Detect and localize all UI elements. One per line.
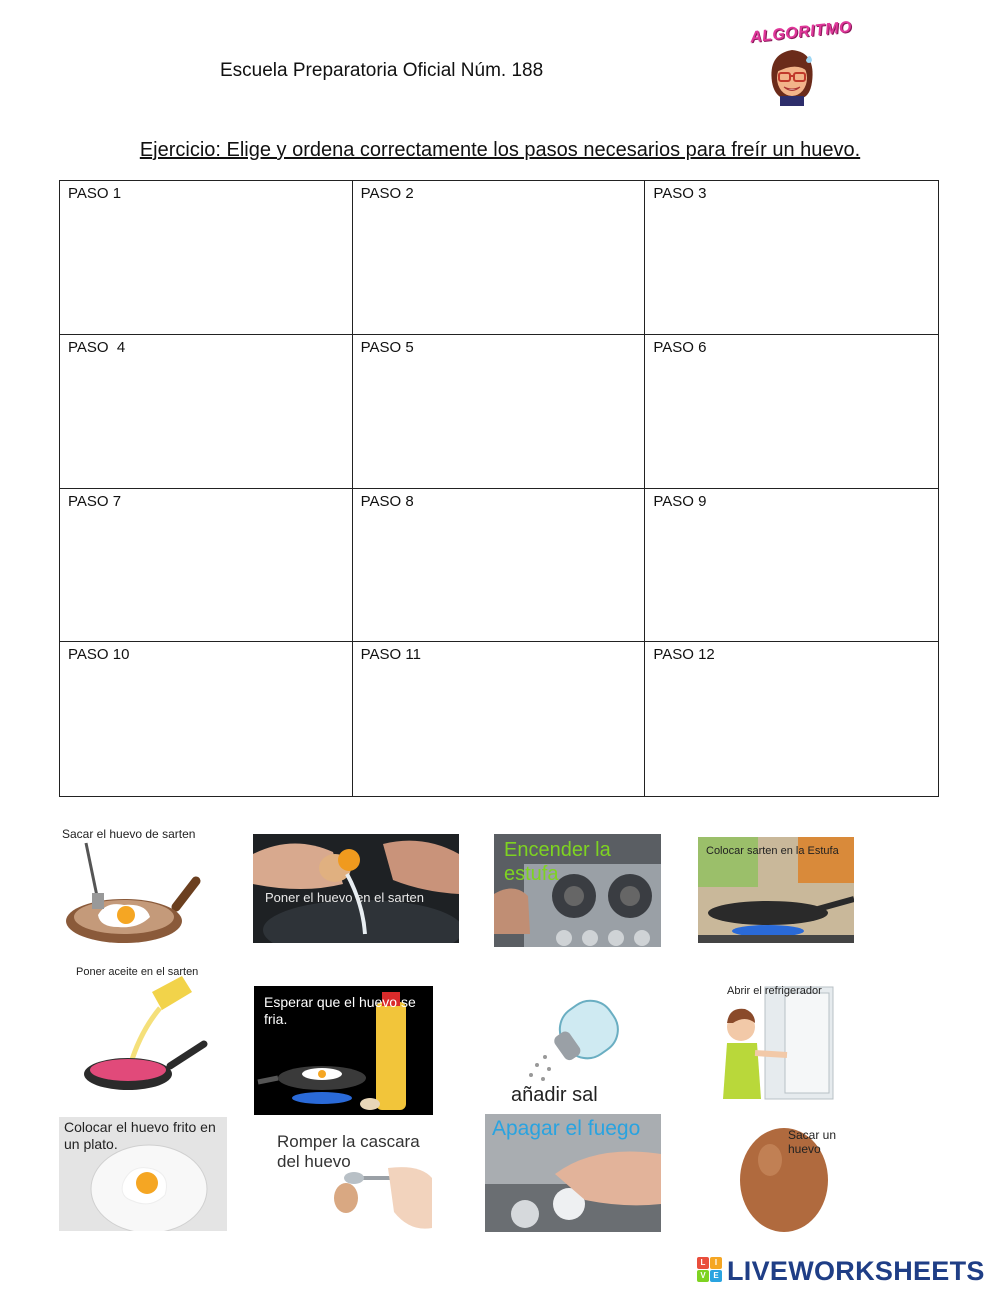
step-cell-3[interactable]	[645, 181, 938, 335]
logo-text: LIVEWORKSHEETS	[727, 1255, 985, 1286]
card-colocar-sarten[interactable]	[698, 837, 854, 943]
badge-word: ALGORITMO	[749, 18, 853, 47]
card-sacar-huevo-sarten[interactable]	[58, 823, 218, 951]
card-caption: añadir sal	[511, 1084, 598, 1106]
steps-grid	[59, 180, 939, 797]
card-poner-aceite[interactable]	[70, 962, 220, 1102]
step-cell-8[interactable]	[353, 489, 646, 643]
teacher-avatar-icon	[766, 42, 818, 106]
card-encender-estufa[interactable]	[494, 834, 661, 947]
oil-pouring-icon	[70, 962, 220, 1102]
algoritmo-badge	[748, 18, 853, 110]
card-colocar-plato[interactable]	[59, 1117, 227, 1231]
card-apagar-fuego[interactable]	[485, 1114, 661, 1232]
card-caption: Colocar el huevo frito en un plato.	[64, 1119, 220, 1152]
card-poner-huevo-sarten[interactable]	[253, 834, 459, 943]
step-label: PASO 5	[360, 338, 414, 356]
card-caption: Sacar el huevo de sarten	[62, 827, 196, 841]
step-label: PASO 10	[68, 646, 130, 664]
card-esperar-huevo[interactable]	[254, 986, 433, 1115]
logo-letter: E	[710, 1270, 722, 1282]
logo-letter: L	[697, 1257, 709, 1269]
card-caption: Poner aceite en el sarten	[76, 966, 199, 978]
step-label: PASO 8	[360, 492, 414, 510]
card-romper-cascara[interactable]	[270, 1128, 432, 1234]
pan-egg-spatula-icon	[58, 823, 218, 951]
card-caption: Romper la cascara del huevo	[277, 1132, 425, 1172]
card-abrir-refrigerador[interactable]	[715, 983, 835, 1103]
step-cell-10[interactable]	[60, 642, 353, 796]
step-label: PASO 3	[653, 185, 707, 202]
card-caption: Esperar que el huevo se fria.	[264, 994, 420, 1027]
step-cell-1[interactable]	[60, 181, 353, 335]
card-anadir-sal[interactable]	[505, 991, 635, 1111]
card-sacar-huevo[interactable]	[730, 1120, 840, 1232]
step-cell-9[interactable]	[645, 489, 938, 643]
step-cell-4[interactable]	[60, 335, 353, 489]
step-cell-6[interactable]	[645, 335, 938, 489]
logo-letter: V	[697, 1270, 709, 1282]
cracking-egg-photo-icon	[253, 834, 459, 943]
step-label: PASO 4	[68, 338, 126, 356]
step-cell-12[interactable]	[645, 642, 938, 796]
step-label: PASO 1	[68, 185, 122, 202]
step-cell-11[interactable]	[353, 642, 646, 796]
step-label: PASO 12	[653, 646, 715, 664]
step-label: PASO 11	[360, 646, 421, 664]
step-cell-5[interactable]	[353, 335, 646, 489]
step-label: PASO 2	[360, 185, 414, 202]
step-label: PASO 9	[653, 492, 707, 510]
step-cell-2[interactable]	[353, 181, 646, 335]
step-cell-7[interactable]	[60, 489, 353, 643]
logo-letter: I	[710, 1257, 722, 1269]
liveworksheets-logo	[697, 1254, 985, 1288]
card-caption: Sacar un huevo	[788, 1128, 840, 1157]
exercise-instruction: Ejercicio: Elige y ordena correctamente los pasos necesarios para freír un huevo.	[139, 139, 861, 161]
card-caption: Encender la estufa	[504, 839, 617, 885]
logo-mark-icon	[697, 1257, 723, 1285]
girl-fridge-icon	[715, 983, 835, 1103]
school-name: Escuela Preparatoria Oficial Núm. 188	[220, 60, 544, 81]
card-caption: Apagar el fuego	[492, 1117, 641, 1140]
card-caption: Abrir el refrigerador	[727, 985, 822, 997]
step-label: PASO 7	[68, 492, 122, 510]
step-label: PASO 6	[653, 338, 707, 356]
card-caption: Colocar sarten en la Estufa	[706, 845, 839, 857]
card-caption: Poner el huevo en el sarten	[265, 890, 424, 905]
